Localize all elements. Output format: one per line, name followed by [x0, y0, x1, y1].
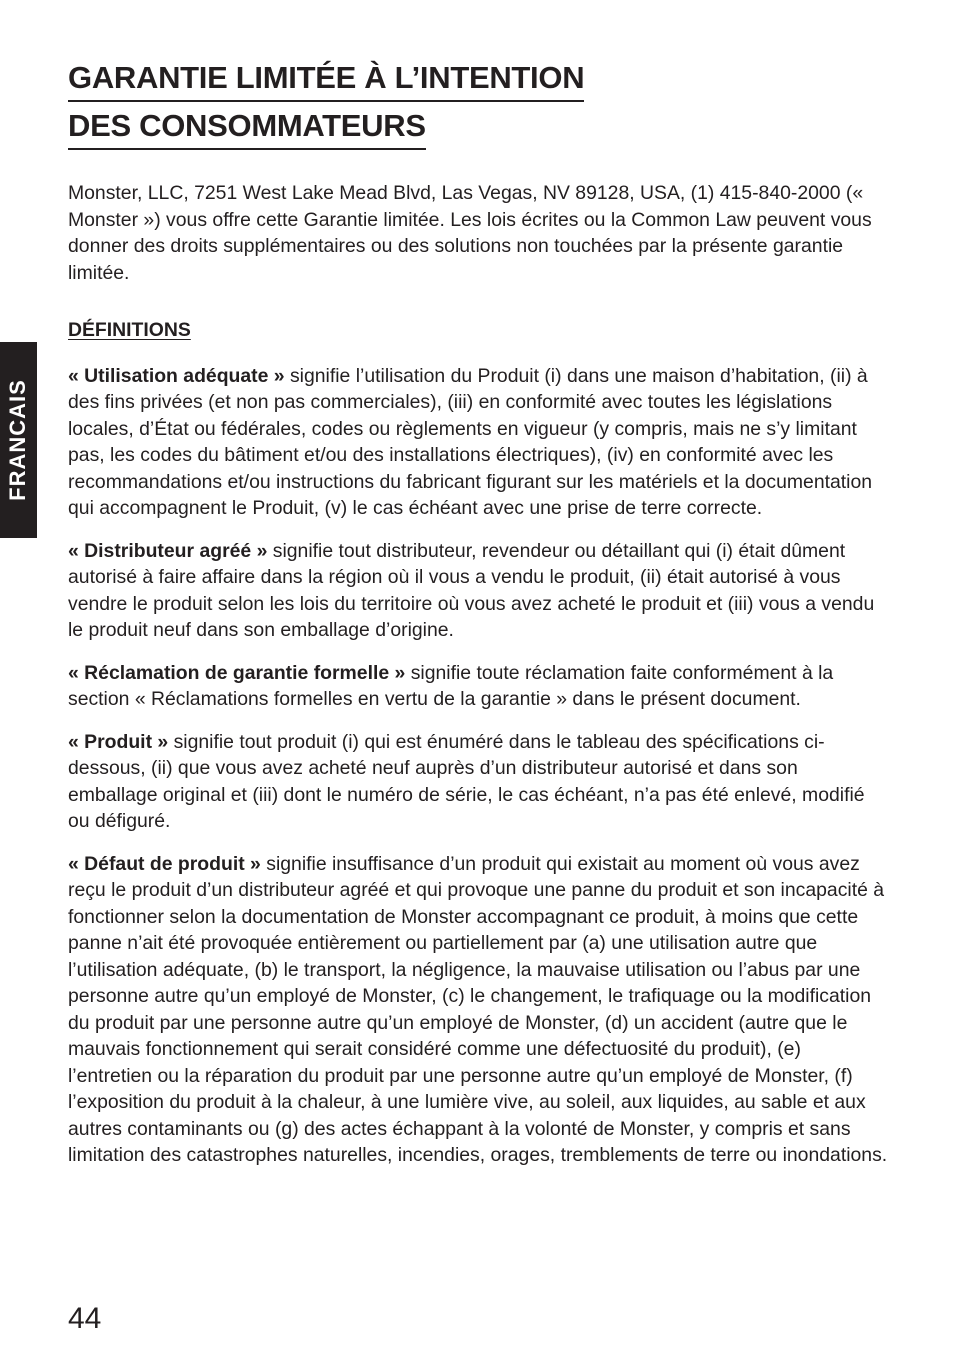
page-number: 44 — [68, 1302, 102, 1335]
page-title — [68, 58, 888, 150]
page-title-line-1: GARANTIE LIMITÉE À L’INTENTION — [68, 58, 584, 102]
page-title-line-2: DES CONSOMMATEURS — [68, 106, 426, 150]
language-side-tab-label: FRANCAIS — [5, 379, 30, 501]
intro-paragraph: Monster, LLC, 7251 West Lake Mead Blvd, Las Vegas, NV 89128, USA, (1) 415-840-2000 (« Monster ») vous offre cette Garantie limitée. Les lois écrites ou la Common Law peuvent vous donner des droits supplémentaires ou des solutions non touchées par la présente garantie limitée. — [68, 182, 872, 284]
definition-text: signifie toute réclamation faite conformément à la section « Réclamations formelles en vertu de la garantie » dans le présent document. — [68, 661, 834, 710]
definition-text: signifie l’utilisation du Produit (i) dans une maison d’habitation, (ii) à des fins privées (et non pas commerciales), (iii) en conformité avec toutes les législations locales, d’État ou fédérales, codes ou règlements en vigueur (y compris, mais ne s’y limitant pas, les codes du bâtiment et/ou des installations électriques), (iv) en conformité avec les recommandations et/ou instructions du fabricant figurant sur les matériels et la documentation qui accompagnent le Produit, (v) le cas échéant avec une prise de terre correcte. — [68, 364, 873, 519]
definition-term: « Réclamation de garantie formelle » — [68, 661, 406, 684]
definition-item — [68, 538, 888, 644]
definitions-heading: DÉFINITIONS — [68, 319, 191, 341]
page-content — [68, 58, 888, 1185]
definition-text: signifie tout produit (i) qui est énuméré dans le tableau des spécifications ci-dessous, (ii) que vous avez acheté neuf auprès d’un distributeur autorisé et dans son emballage original et (iii) dont le numéro de série, le cas échéant, n’a pas été enlevé, modifié ou défiguré. — [68, 730, 865, 832]
definition-term: « Produit » — [68, 730, 169, 753]
definition-term: « Distributeur agréé » — [68, 539, 268, 562]
definition-term: « Utilisation adéquate » — [68, 364, 285, 387]
definition-item — [68, 660, 888, 713]
definition-text: signifie insuffisance d’un produit qui existait au moment où vous avez reçu le produit d’un distributeur agréé et qui provoque une panne du produit et son incapacité à fonctionner selon la documentation de Monster accompagnant ce produit, à moins que cette panne n’ait été provoquée entièrement ou partiellement par (a) une utilisation autre que l’utilisation adéquate, (b) le transport, la négligence, la mauvaise utilisation ou l’abus par une personne autre qu’un employé de Monster, (c) le changement, le trafiquage ou la modification du produit par une personne autre qu’un employé de Monster, (d) un accident (autre que le mauvais fonctionnement qui serait considéré comme une défectuosité du produit), (e) l’entretien ou la réparation du produit par une personne autre qu’un employé de Monster, (f) l’exposition du produit à la chaleur, à une lumière vive, au soleil, aux liquides, au sable et aux autres contaminants ou (g) des actes échappant à la volonté de Monster, y compris et sans limitation des catastrophes naturelles, incendies, orages, tremblements de terre ou inondations. — [68, 852, 888, 1166]
definition-term: « Défaut de produit » — [68, 852, 261, 875]
definition-item — [68, 729, 888, 835]
definition-item — [68, 363, 888, 522]
definition-item — [68, 851, 888, 1169]
language-side-tab — [0, 342, 37, 538]
definition-text: signifie tout distributeur, revendeur ou détaillant qui (i) était dûment autorisé à faire affaire dans la région où il vous a vendu le produit, (ii) était autorisé à vous vendre le produit selon les lois du territoire où vous avez acheté le produit et (iii) vous a vendu le produit neuf dans son emballage d’origine. — [68, 539, 875, 641]
